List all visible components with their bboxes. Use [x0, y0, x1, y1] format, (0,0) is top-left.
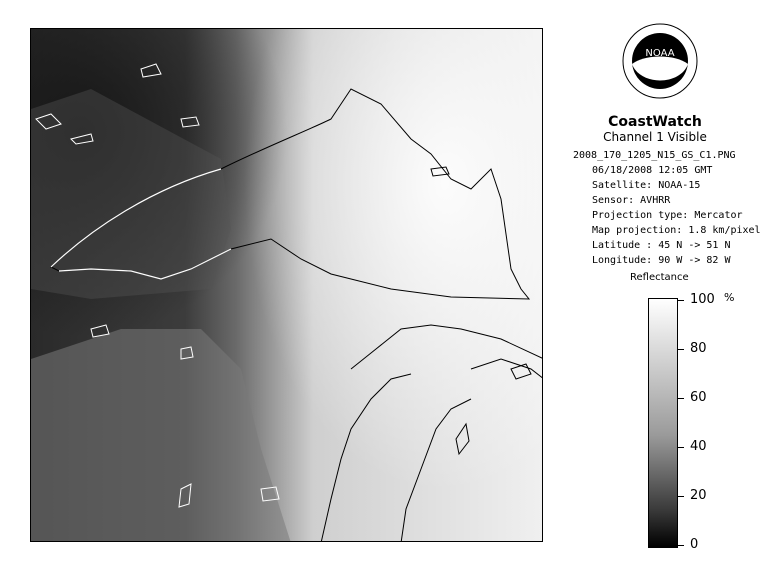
map-projection-label: Map projection: 1.8 km/pixel — [592, 225, 761, 236]
scale-tick — [678, 545, 684, 546]
scale-title: Reflectance — [630, 272, 689, 283]
scale-tick-label: 80 — [690, 341, 707, 356]
scale-tick — [678, 496, 684, 497]
channel-label: Channel 1 Visible — [603, 130, 707, 144]
brand-title: CoastWatch — [608, 114, 702, 130]
scale-tick — [678, 349, 684, 350]
scale-tick — [678, 398, 684, 399]
longitude-label: Longitude: 90 W -> 82 W — [592, 255, 731, 266]
filename-label: 2008_170_1205_N15_GS_C1.PNG — [573, 150, 736, 161]
scale-tick — [678, 447, 684, 448]
satellite-label: Satellite: NOAA-15 — [592, 180, 701, 191]
scale-tick — [678, 300, 684, 301]
noaa-logo — [620, 14, 700, 108]
datetime-label: 06/18/2008 12:05 GMT — [592, 165, 713, 176]
scale-tick-label: 100 — [690, 292, 715, 307]
sensor-label: Sensor: AVHRR — [592, 195, 671, 206]
satellite-image — [30, 28, 543, 542]
latitude-label: Latitude : 45 N -> 51 N — [592, 240, 731, 251]
projection-type-label: Projection type: Mercator — [592, 210, 743, 221]
noaa-logo-text: NOAA — [645, 48, 675, 59]
scale-tick-label: 0 — [690, 537, 699, 552]
reflectance-colorbar — [648, 298, 678, 548]
scale-tick-label: 20 — [690, 488, 707, 503]
scale-unit: % — [724, 291, 735, 304]
scale-tick-label: 40 — [690, 439, 707, 454]
scale-tick-label: 60 — [690, 390, 707, 405]
